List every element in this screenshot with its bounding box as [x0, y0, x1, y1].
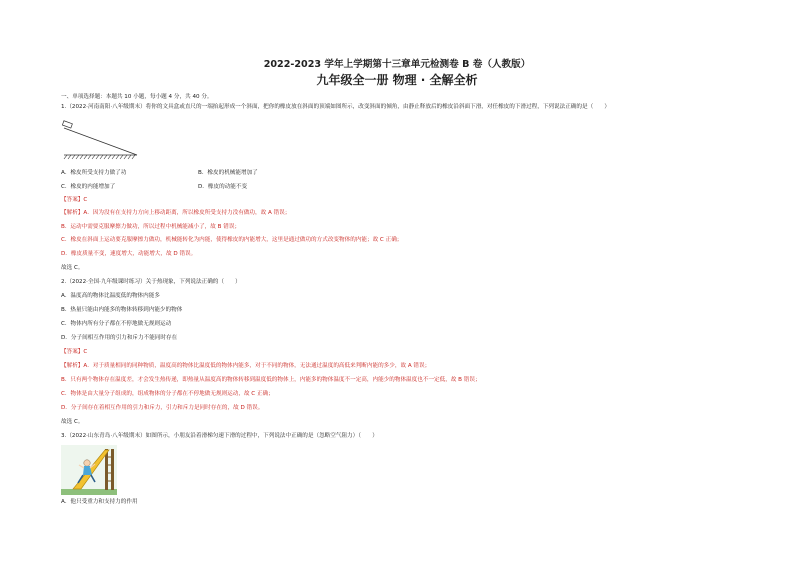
- q2-answer: 【答案】C: [61, 349, 88, 355]
- document-title-line1: 2022-2023 学年上学期第十三章单元检测卷 B 卷（人教版）: [263, 59, 531, 70]
- q2-analysis-2: B．只有两个物体存在温度差，才会发生热传递，即热量从温度高的物体转移到温度低的物体上，内能多的物体温度不一定高，内能少的物体温度也不一定低，故 B 错误；: [61, 377, 481, 383]
- q1-analysis-3: C．橡皮在斜面上运动要克服摩擦力做功，机械能转化为内能，使得橡皮的内能增大，这里是通过做功的方式改变物体的内能；故 C 正确；: [61, 237, 403, 243]
- q2-option-b: B．热量只能由内能多的物体转移到内能少的物体: [61, 307, 183, 313]
- q1-option-c: C．橡皮的内能增加了: [61, 184, 116, 190]
- q1-analysis-2: B．运动中需要克服摩擦力做功，所以过程中机械能减小了，故 B 错误；: [61, 224, 241, 230]
- q1-answer: 【答案】C: [61, 197, 88, 203]
- q1-option-d: D．橡皮的动能不变: [198, 184, 248, 190]
- question-1-stem: 1.（2022·河南南阳·八年级期末）将你的文具盒或直尺的一端抬起形成一个斜面，把你的橡皮放在斜面的顶端如图所示，改变斜面的倾角，由静止释放后的橡皮沿斜面下滑，对任橡皮的下滑过程，下列说法正确的是（ ）: [61, 104, 610, 110]
- q2-option-d: D．分子间相互作用的引力和斥力不能同时存在: [61, 335, 178, 341]
- q1-option-a: A．橡皮所受支持力做了功: [61, 170, 127, 176]
- incline-eraser-figure: [61, 119, 141, 161]
- q1-option-b: B．橡皮的机械能增加了: [198, 170, 258, 176]
- q2-option-a: A．温度高的物体比温度低的物体内能多: [61, 293, 160, 299]
- q2-analysis-4: D．分子间存在着相互作用的引力和斥力，引力和斥力是同时存在的，故 D 错误。: [61, 405, 264, 411]
- question-3-stem: 3.（2022·山东青岛·八年级期末）如图所示，小朋友沿着滑梯匀速下滑的过程中，下列说法中正确的是（忽略空气阻力）（ ）: [61, 433, 378, 439]
- slide-child-figure: [61, 445, 117, 495]
- q1-analysis-4: D．橡皮质量不变，速度增大，动能增大，故 D 错误。: [61, 251, 197, 257]
- q2-analysis-3: C．物体是由大量分子组成的，组成物体的分子都在不停地做无规则运动，故 C 正确；: [61, 391, 274, 397]
- section-heading: 一、单项选择题：本题共 10 小题，每小题 4 分，共 40 分。: [61, 94, 213, 100]
- q1-conclusion: 故选 C。: [61, 265, 84, 271]
- q1-analysis-1: 【解析】A．因为没有在支持力方向上移动距离，所以橡皮所受支持力没有做功，故 A 错误；: [61, 210, 291, 216]
- q2-analysis-1: 【解析】A．对于质量相同的同种物质，温度高的物体比温度低的物体内能多，对于不同的物体，无法通过温度的高低来判断内能的多少，故 A 错误；: [61, 363, 431, 369]
- document-title-line2: 九年级全一册 物理 · 全解全析: [316, 73, 478, 87]
- q3-option-a: A．他只受重力和支持力的作用: [61, 499, 138, 505]
- q2-option-c: C．物体内所有分子都在不停地做无规则运动: [61, 321, 172, 327]
- question-2-stem: 2.（2022·全国·九年级课时练习）关于热现象，下列说法正确的（ ）: [61, 279, 241, 285]
- q2-conclusion: 故选 C。: [61, 419, 84, 425]
